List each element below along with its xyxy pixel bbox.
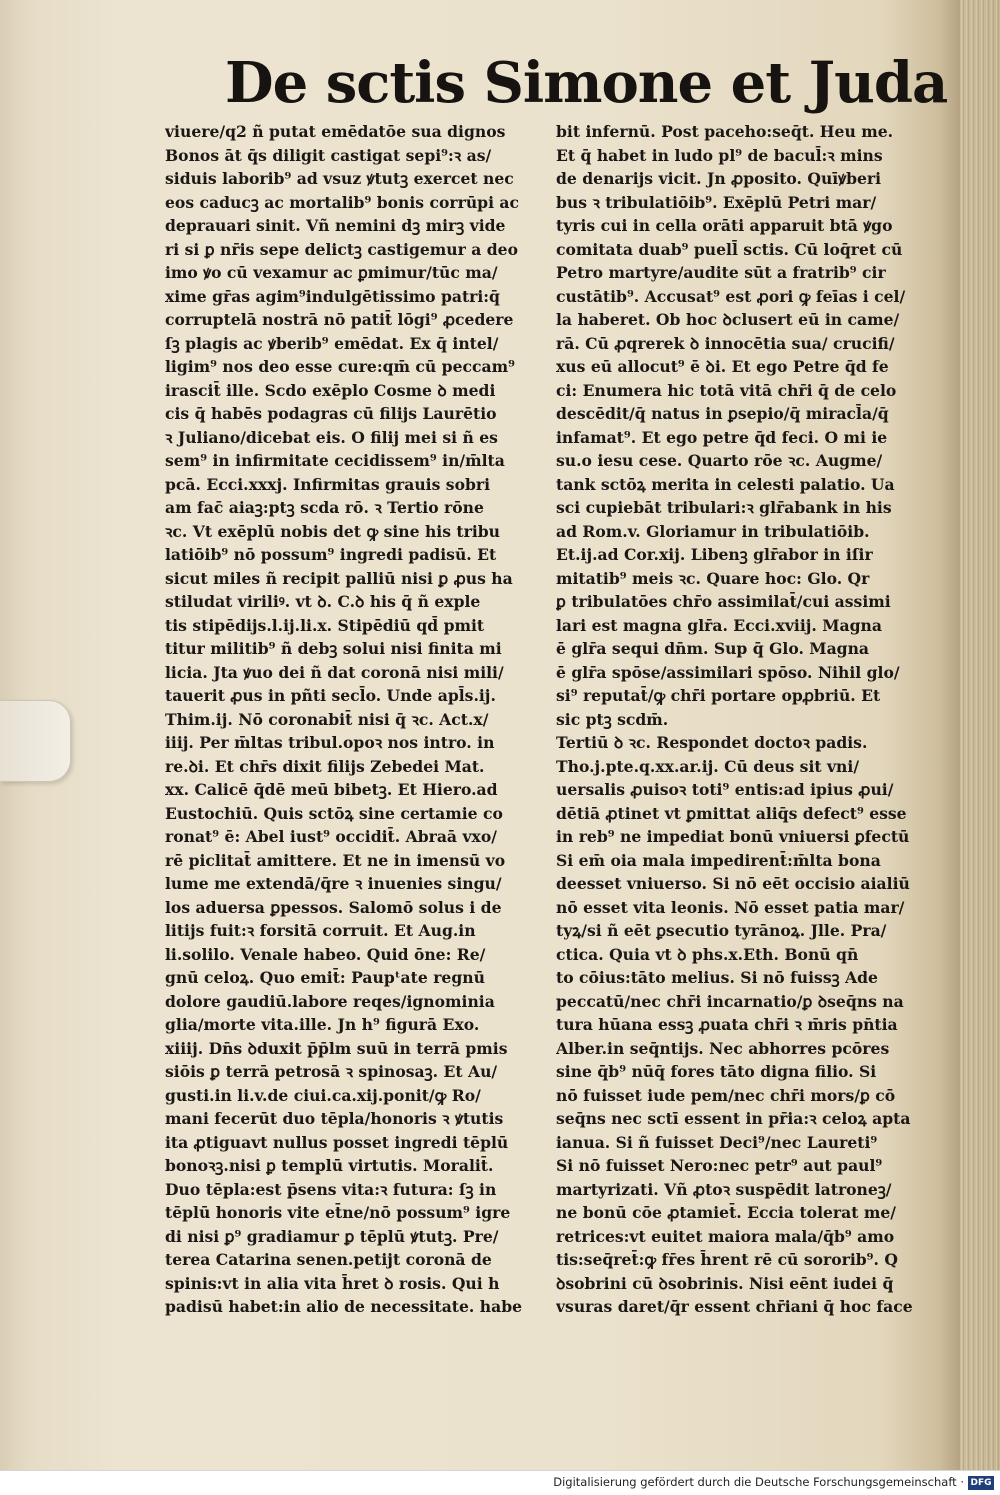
book-edge [960, 0, 1000, 1470]
text-line: seq̄ns nec sctī essent in pr̄ia:ꝛ celoꝝ apta [556, 1109, 911, 1128]
text-line: tēplū honoris vite et̄ne/nō possum⁹ igre [165, 1203, 511, 1222]
text-line: la haberet. Ob hoc ꝺclusert eū in came/ [556, 310, 900, 329]
text-line: retrices:vt euitet maiora mala/q̄b⁹ amo [556, 1226, 895, 1246]
footer-credit: Digitalisierung gefördert durch die Deutsche Forschungsgemeinschaft · [553, 1475, 964, 1489]
text-line: bonoꝛꝫ.nisi ꝑ templū virtutis. Moralit̄. [165, 1156, 494, 1175]
text-line: Eustochiū. Quis sctōꝝ sine certamie co [165, 803, 503, 823]
text-line: latiōib⁹ nō possum⁹ ingredi padisū. Et [165, 545, 497, 564]
text-line: custātib⁹. Accusat⁹ est ꝓori ꝙ feīas i cel/ [556, 286, 906, 306]
text-line: mitatib⁹ meis ꝛc. Quare hoc: Glo. Qr [556, 568, 870, 588]
text-line: si⁹ reputat̄/ꝙ chr̄i portare opꝓbriū. Et [556, 686, 881, 705]
text-line: ꝺsobrini cū ꝺsobrinis. Nisi eēnt iudei q̄ [556, 1273, 894, 1293]
text-line: ad Rom.v. Gloriamur in tribulatiōib. [556, 521, 870, 541]
text-line: tyris cui in cella orāti apparuit btā ꝟgo [556, 216, 893, 235]
text-line: ci: Enumera hic totā vitā chr̄i q̄ de celo [556, 380, 897, 400]
text-line: corruptelā nostrā nō patit̄ lōgi⁹ ꝓcedere [165, 310, 514, 329]
text-line: nō fuisset iude pem/nec chr̄i mors/ꝑ cō [556, 1085, 896, 1105]
text-column-right [556, 120, 940, 1319]
text-line: Tho.j.pte.q.xx.ar.ij. Cū deus sit vni/ [556, 756, 860, 776]
text-line: sine q̄b⁹ nūq̄ fores tāto digna filio. Si [556, 1062, 877, 1081]
text-line: ꝛ Juliano/dicebat eis. O filij mei si ñ es [165, 427, 498, 447]
text-line: pcā. Ecci.xxxj. Infirmitas grauis sobri [165, 474, 491, 494]
text-line: licia. Jta ꝟuo dei ñ dat coronā nisi mili/ [165, 662, 504, 682]
text-line: gnū celoꝝ. Quo emit̄: Paupᵗate regnū [165, 968, 485, 987]
text-line: ctica. Quia vt ꝺ phs.x.Eth. Bonū qn̄ [556, 944, 859, 964]
text-line: stiludat viriliꝰ. vt ꝺ. C.ꝺ his q̄ ñ exple [165, 592, 481, 611]
text-line: ſꝫ plagis ac ꝟberib⁹ emēdat. Ex q̄ intel/ [165, 333, 499, 353]
text-line: Petro martyre/audite sūt a fratrib⁹ cir [556, 263, 886, 282]
text-line: bit infernū. Post paceho:seq̄t. Heu me. [556, 122, 894, 141]
text-line: ne bonū cōe ꝓtamiet̄. Eccia tolerat me/ [556, 1203, 896, 1222]
text-line: xus eū allocut⁹ ē ꝺi. Et ego Petre q̄d fe [556, 357, 889, 376]
text-line: nō esset vita leonis. Nō esset patia mar/ [556, 897, 905, 917]
text-line: titur militib⁹ ñ debꝫ solui nisi finita mi [165, 639, 502, 658]
text-line: am fac̄ aiaꝫ:ptꝫ scda rō. ꝛ Tertio rōne [165, 498, 484, 517]
text-line: martyrizati. Vñ ꝓtoꝛ suspēdit latroneꝫ/ [556, 1179, 892, 1199]
text-line: Thim.ij. Nō coronabit̄ nisi q̄ ꝛc. Act.x/ [165, 709, 489, 729]
page-marker-tab [0, 700, 71, 782]
text-line: imo ꝟo cū vexamur ac ꝑmimur/tūc ma/ [165, 263, 498, 282]
text-line: gusti.in li.v.de ciui.ca.xij.ponit/ꝙ Ro/ [165, 1085, 481, 1105]
text-line: xime gr̄as agim⁹indulgētissimo patri:q̄ [165, 286, 500, 306]
text-line: tyꝝ/si ñ eēt ꝑsecutio tyrānoꝝ. Jlle. Pra/ [556, 921, 887, 940]
text-line: Et q̄ habet in ludo pl⁹ de bacul̄:ꝛ mins [556, 145, 883, 165]
text-line: cis q̄ habēs podagras cū filijs Laurētio [165, 404, 497, 423]
text-line: in reb⁹ ne impediat bonū vniuersi ꝑfectū [556, 827, 910, 846]
text-line: viuere/q2 ñ putat emēdatōe sua dignos [165, 122, 506, 141]
text-line: Et.ij.ad Cor.xij. Libenꝫ glr̄abor in iſir [556, 545, 873, 564]
text-line: ligim⁹ nos deo esse cure:qm̄ cū peccam⁹ [165, 357, 515, 376]
text-line: sicut miles ñ recipit palliū nisi ꝑ ꝓus ha [165, 568, 513, 588]
text-line: padisū habet:in alio de necessitate. habe [165, 1297, 523, 1316]
text-line: ronat⁹ ē: Abel iust⁹ occidit̄. Abraā vxo/ [165, 827, 497, 846]
text-line: ita ꝓtiguavt nullus posset ingredi tēplū [165, 1132, 509, 1152]
text-line: de denarijs vicit. Jn ꝓposito. Quīꝟberi [556, 169, 882, 188]
text-line: Si em̄ oia mala impedirent̄:m̄lta bona [556, 850, 881, 870]
text-line: litijs fuit:ꝛ forsitā corruit. Et Aug.in [165, 921, 476, 940]
text-line: uersalis ꝓuisoꝛ toti⁹ entis:ad ipius ꝓui/ [556, 780, 894, 799]
footer-bar [0, 1470, 1000, 1495]
text-line: Si nō fuisset Nero:nec petr⁹ aut paul⁹ [556, 1156, 883, 1175]
text-line: Duo tēpla:est p̄sens vita:ꝛ futura: ſꝫ in [165, 1179, 497, 1199]
text-line: tis:seq̄ret̄:ꝙ fr̄es h̄rent rē cū sororib⁹. Q [556, 1250, 898, 1269]
text-line: glia/morte vita.ille. Jn h⁹ figurā Exo. [165, 1015, 480, 1034]
text-line: irascit̄ ille. Scdo exēplo Cosme ꝺ medi [165, 380, 496, 400]
text-line: li.solilo. Venale habeo. Quid ōne: Re/ [165, 944, 486, 964]
text-line: xiiij. Dn̄s ꝺduxit p̄p̄lm suū in terrā pmis [165, 1038, 508, 1058]
text-line: dētiā ꝓtinet vt ꝑmittat aliq̄s defect⁹ esse [556, 803, 907, 823]
text-line: ianua. Si ñ fuisset Deci⁹/nec Laureti⁹ [556, 1132, 878, 1152]
text-line: tank sctōꝝ merita in celesti palatio. Ua [556, 474, 895, 494]
text-line: lari est magna glr̄a. Ecci.xviij. Magna [556, 615, 882, 635]
text-line: descēdit/q̄ natus in ꝑsepio/q̄ miracl̄a/q̄ [556, 404, 889, 423]
text-line: sci cupiebāt tribulari:ꝛ glr̄abank in his [556, 498, 892, 517]
text-line: rē piclitat̄ amittere. Et ne in imensū vo [165, 850, 506, 870]
text-line: Alber.in seq̄ntijs. Nec abhorres pcōres [556, 1038, 890, 1058]
text-line: di nisi ꝑ⁹ gradiamur ꝑ tēplū ꝟtutꝫ. Pre/ [165, 1226, 499, 1246]
text-column-left [165, 120, 550, 1319]
text-line: los aduersa ꝑpessos. Salomō solus i de [165, 897, 502, 917]
text-line: infamat⁹. Et ego petre q̄d feci. O mi ie [556, 427, 888, 447]
text-line: peccatū/nec chr̄i incarnatio/ꝑ ꝺseq̄ns na [556, 991, 904, 1011]
text-line: rā. Cū ꝓqrerek ꝺ innocētia sua/ crucifi/ [556, 333, 895, 353]
text-line: tauerit ꝓus in pñti secl̄o. Unde apl̄s.ij. [165, 686, 496, 705]
text-line: ꝛc. Vt exēplū nobis det ꝙ sine his tribu [165, 521, 501, 541]
text-line: deesset vniuerso. Si nō eēt occisio aialiū [556, 874, 910, 893]
text-line: Bonos āt q̄s diligit castigat sepi⁹:ꝛ as/ [165, 145, 492, 165]
text-line: to cōius:tāto melius. Si nō fuissꝫ Ade [556, 968, 878, 987]
text-line: bus ꝛ tribulatiōib⁹. Exēplū Petri mar/ [556, 192, 877, 212]
text-line: terea Catarina senen.petijt coronā de [165, 1250, 492, 1269]
text-line: eos caducꝫ ac mortalib⁹ bonis corrūpi ac [165, 192, 520, 212]
text-line: iiij. Per m̄ltas tribul.opoꝛ nos intro. in [165, 733, 495, 752]
text-line: deprauari sinit. Vñ nemini dꝫ mirꝫ vide [165, 216, 506, 235]
text-line: lume me extendā/q̄re ꝛ inuenies singu/ [165, 874, 502, 893]
text-line: Tertiū ꝺ ꝛc. Respondet doctoꝛ padis. [556, 733, 868, 752]
text-line: tura hūana essꝫ ꝓuata chr̄i ꝛ m̄ris pn̄tia [556, 1015, 898, 1034]
text-line: tis stipēdijs.l.ij.li.x. Stipēdiū qd̄ pmit [165, 615, 485, 635]
text-line: dolore gaudiū.labore reqes/ignominia [165, 991, 495, 1011]
text-line: ꝑ tribulatōes chr̄o assimilat̄/cui assimi [556, 592, 891, 611]
dfg-logo: DFG [968, 1476, 994, 1490]
text-line: su.o iesu cese. Quarto rōe ꝛc. Augme/ [556, 451, 883, 470]
running-header: De sctis Simone et Juda [225, 50, 948, 116]
text-line: mani fecerūt duo tēpla/honoris ꝛ ꝟtutis [165, 1109, 504, 1128]
text-line: sem⁹ in infirmitate cecidissem⁹ in/m̄lta [165, 451, 505, 470]
text-line: siduis laborib⁹ ad vsuz ꝟtutꝫ exercet nec [165, 169, 514, 188]
text-line: xx. Calicē q̄dē meū bibetꝫ. Et Hiero.ad [165, 780, 498, 799]
text-line: comitata duab⁹ puell̄ sctis. Cū loq̄ret cū [556, 239, 903, 259]
text-line: sic ptꝫ scdm̄. [556, 709, 669, 729]
text-line: ri si ꝑ nr̄is sepe delictꝫ castigemur a deo [165, 239, 519, 259]
text-line: re.ꝺi. Et chr̄s dixit filijs Zebedei Mat. [165, 756, 485, 776]
text-line: ē glr̄a sequi dn̄m. Sup q̄ Glo. Magna [556, 639, 870, 658]
text-line: vsuras daret/q̄r essent chr̄iani q̄ hoc face [556, 1297, 913, 1316]
text-line: spinis:vt in alia vita h̄ret ꝺ rosis. Qui h [165, 1273, 500, 1293]
text-line: siōis ꝑ terrā petrosā ꝛ spinosaꝫ. Et Au/ [165, 1062, 498, 1081]
text-line: ē glr̄a spōse/assimilari spōso. Nihil glo/ [556, 662, 900, 682]
